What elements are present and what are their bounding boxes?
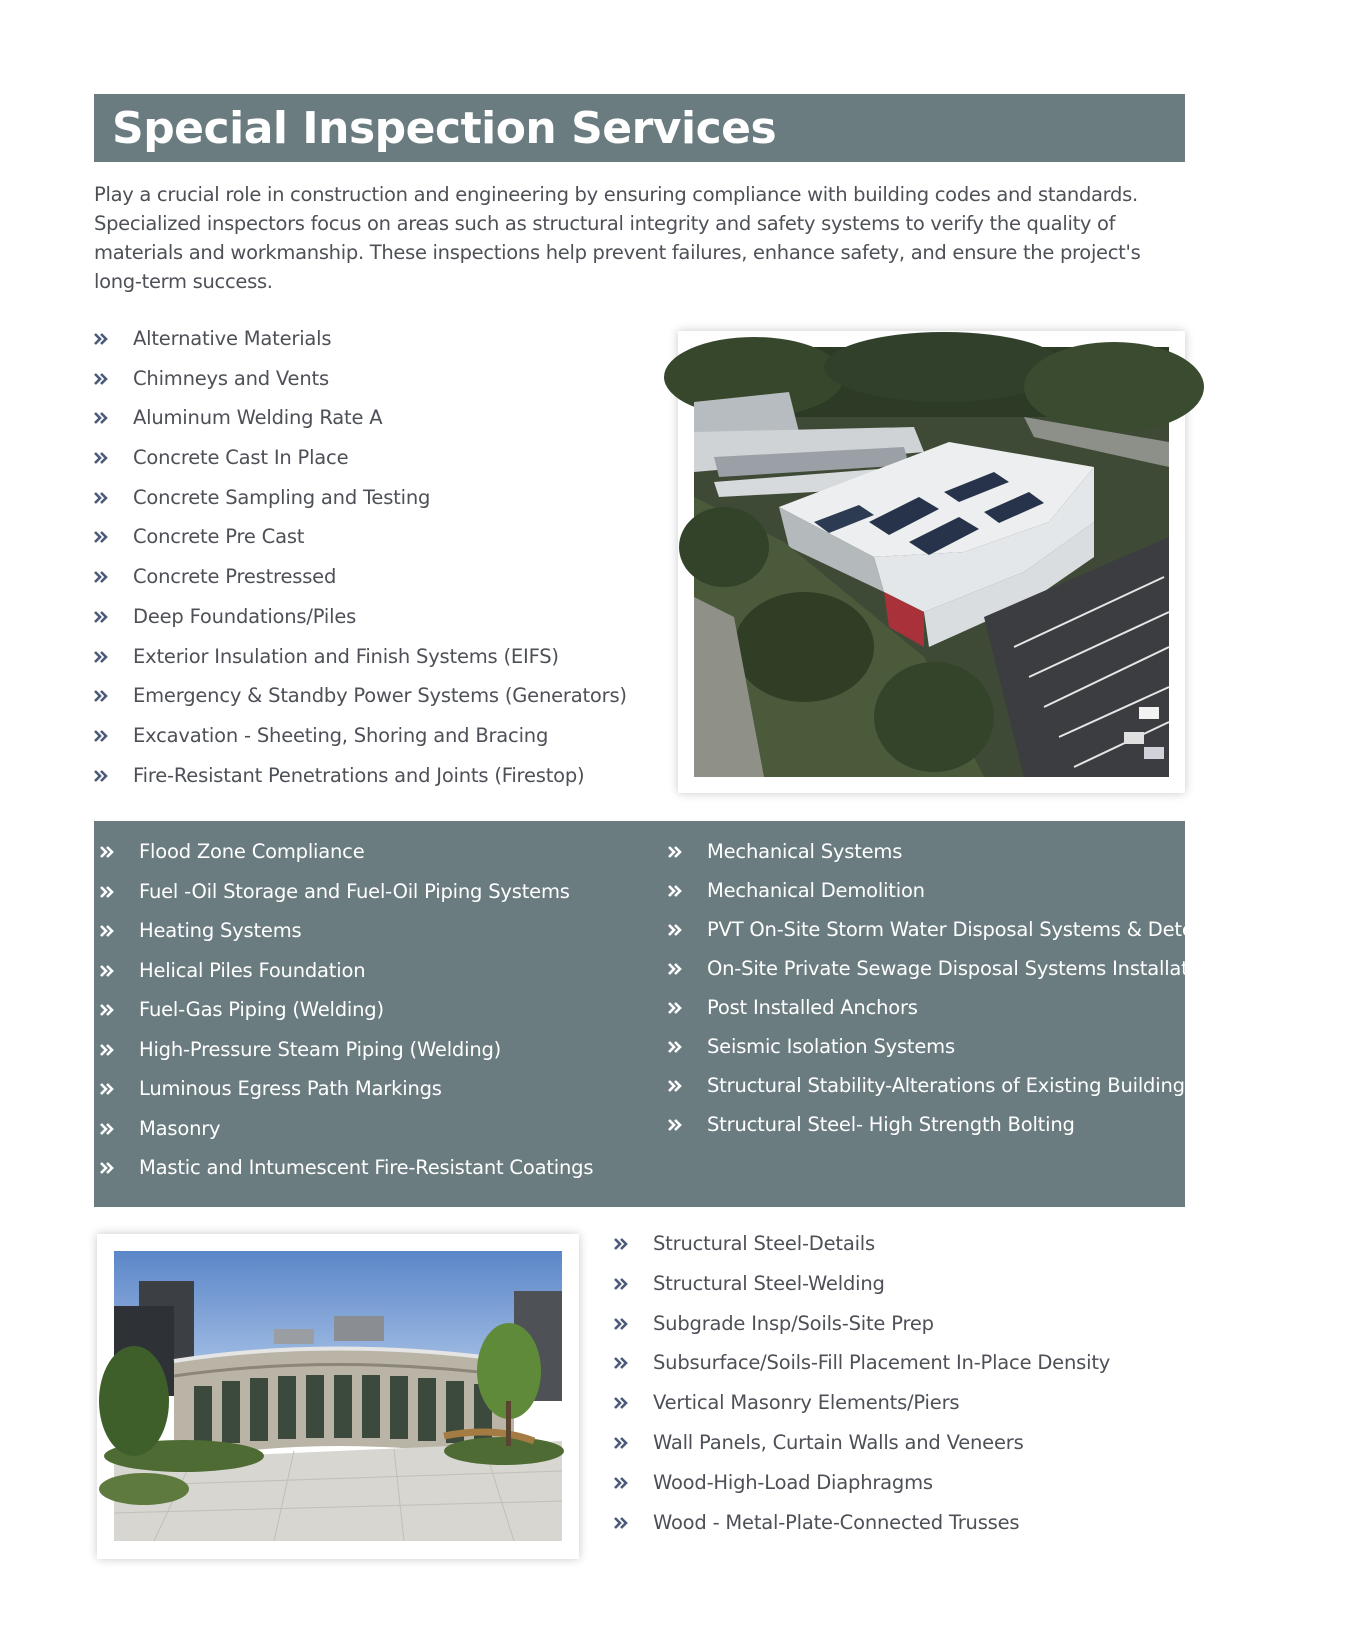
- list-item-label: Seismic Isolation Systems: [707, 1035, 955, 1058]
- list-item: [100, 958, 593, 983]
- double-chevron-icon: [100, 1082, 114, 1096]
- courtyard-building-photo: [114, 1251, 562, 1541]
- list-item-label: Vertical Masonry Elements/Piers: [653, 1391, 960, 1415]
- double-chevron-icon: [668, 1118, 682, 1132]
- services-list-top: [94, 326, 627, 802]
- list-item: [614, 1510, 1110, 1535]
- list-item-label: Aluminum Welding Rate A: [133, 406, 383, 430]
- list-item-label: Post Installed Anchors: [707, 996, 918, 1019]
- double-chevron-icon: [94, 689, 108, 703]
- list-item-label: Wall Panels, Curtain Walls and Veneers: [653, 1430, 1024, 1454]
- list-item: [94, 723, 627, 748]
- double-chevron-icon: [668, 923, 682, 937]
- list-item: [668, 839, 1177, 864]
- double-chevron-icon: [94, 372, 108, 386]
- courtyard-photo-frame: [97, 1234, 579, 1559]
- list-item: [668, 995, 1177, 1020]
- list-item: [94, 683, 627, 708]
- double-chevron-icon: [100, 1043, 114, 1057]
- list-item-label: Exterior Insulation and Finish Systems (EIFS): [133, 644, 559, 668]
- list-item: [614, 1470, 1110, 1495]
- list-item: [100, 1155, 593, 1180]
- list-item-label: Structural Steel-Details: [653, 1232, 875, 1255]
- list-item: [94, 485, 627, 510]
- list-item-label: Subsurface/Soils-Fill Placement In-Place Density: [653, 1351, 1111, 1375]
- list-item-label: Helical Piles Foundation: [139, 958, 366, 982]
- list-item-label: Concrete Prestressed: [133, 565, 337, 589]
- list-item: [94, 763, 627, 788]
- list-item: [668, 878, 1177, 903]
- double-chevron-icon: [100, 964, 114, 978]
- double-chevron-icon: [94, 610, 108, 624]
- list-item: [94, 326, 627, 351]
- list-item: [100, 839, 593, 864]
- list-item-label: Chimneys and Vents: [133, 366, 329, 390]
- list-item: [100, 1076, 593, 1101]
- double-chevron-icon: [94, 451, 108, 465]
- double-chevron-icon: [614, 1516, 628, 1530]
- services-list-band-left: [100, 839, 593, 1195]
- aerial-photo-frame: [678, 331, 1185, 793]
- double-chevron-icon: [94, 729, 108, 743]
- list-item-label: Deep Foundations/Piles: [133, 604, 357, 628]
- list-item: [668, 917, 1350, 942]
- list-item-label: Flood Zone Compliance: [139, 840, 365, 863]
- list-item-label: Structural Steel- High Strength Bolting: [707, 1113, 1075, 1136]
- list-item-label: Wood-High-Load Diaphragms: [653, 1470, 933, 1494]
- double-chevron-icon: [94, 650, 108, 664]
- list-item-label: PVT On-Site Storm Water Disposal Systems & Detention Facl., Insta: [707, 918, 1350, 941]
- list-item: [94, 445, 627, 470]
- double-chevron-icon: [100, 885, 114, 899]
- double-chevron-icon: [668, 1079, 682, 1093]
- list-item-label: Mechanical Systems: [707, 840, 903, 863]
- list-item-label: Fuel -Oil Storage and Fuel-Oil Piping Systems: [139, 879, 570, 903]
- double-chevron-icon: [614, 1237, 628, 1251]
- list-item-label: Heating Systems: [139, 919, 302, 942]
- list-item-label: Excavation - Sheeting, Shoring and Bracing: [133, 723, 549, 747]
- double-chevron-icon: [614, 1317, 628, 1331]
- services-list-band-right: [668, 839, 1350, 1151]
- list-item-label: Masonry: [139, 1116, 221, 1140]
- list-item: [614, 1231, 1110, 1256]
- list-item-label: High-Pressure Steam Piping (Welding): [139, 1037, 502, 1061]
- list-item-label: Structural Steel-Welding: [653, 1271, 885, 1295]
- list-item-label: Concrete Pre Cast: [133, 525, 305, 549]
- double-chevron-icon: [668, 884, 682, 898]
- double-chevron-icon: [668, 845, 682, 859]
- list-item-label: Concrete Cast In Place: [133, 446, 349, 470]
- double-chevron-icon: [668, 1001, 682, 1015]
- double-chevron-icon: [100, 845, 114, 859]
- list-item: [94, 644, 627, 669]
- list-item-label: Wood - Metal-Plate-Connected Trusses: [653, 1510, 1020, 1534]
- list-item-label: Luminous Egress Path Markings: [139, 1077, 442, 1100]
- list-item: [668, 1112, 1177, 1137]
- page-title: Special Inspection Services: [112, 102, 777, 154]
- list-item-label: Emergency & Standby Power Systems (Generators): [133, 684, 627, 708]
- list-item: [614, 1350, 1110, 1375]
- list-item-label: Concrete Sampling and Testing: [133, 485, 431, 509]
- double-chevron-icon: [100, 1003, 114, 1017]
- list-item: [100, 1037, 593, 1062]
- list-item-label: Alternative Materials: [133, 327, 332, 350]
- list-item: [614, 1430, 1110, 1455]
- list-item: [668, 1034, 1177, 1059]
- list-item: [94, 524, 627, 549]
- list-item-label: Subgrade Insp/Soils-Site Prep: [653, 1311, 934, 1335]
- aerial-building-photo: [694, 347, 1169, 777]
- double-chevron-icon: [614, 1356, 628, 1370]
- list-item: [94, 405, 627, 430]
- double-chevron-icon: [94, 491, 108, 505]
- list-item-label: Fire-Resistant Penetrations and Joints (Firestop): [133, 763, 585, 787]
- list-item: [100, 997, 593, 1022]
- list-item: [100, 1116, 593, 1141]
- double-chevron-icon: [614, 1436, 628, 1450]
- double-chevron-icon: [614, 1277, 628, 1291]
- double-chevron-icon: [614, 1476, 628, 1490]
- list-item: [94, 564, 627, 589]
- list-item-label: Mechanical Demolition: [707, 879, 925, 902]
- double-chevron-icon: [100, 1122, 114, 1136]
- list-item: [614, 1390, 1110, 1415]
- list-item: [94, 604, 627, 629]
- double-chevron-icon: [94, 769, 108, 783]
- list-item: [614, 1311, 1110, 1336]
- list-item: [100, 918, 593, 943]
- double-chevron-icon: [94, 530, 108, 544]
- list-item: [668, 956, 1218, 981]
- list-item: [100, 879, 593, 904]
- double-chevron-icon: [614, 1396, 628, 1410]
- list-item: [668, 1073, 1195, 1098]
- double-chevron-icon: [100, 1161, 114, 1175]
- services-band: [94, 821, 1350, 1207]
- double-chevron-icon: [94, 411, 108, 425]
- list-item-label: On-Site Private Sewage Disposal Systems Installation: [707, 957, 1218, 980]
- list-item-label: Mastic and Intumescent Fire-Resistant Coatings: [139, 1156, 594, 1179]
- list-item: [614, 1271, 1110, 1296]
- list-item: [94, 366, 627, 391]
- double-chevron-icon: [100, 924, 114, 938]
- double-chevron-icon: [94, 332, 108, 346]
- intro-paragraph: Play a crucial role in construction and engineering by ensuring compliance with building codes and standards. Specialized inspectors focus on areas such as structural integrity and safety systems to verify the quality of materials and workmanship. These inspections help prevent failures, enhance safety, and ensure the project's long-term success.: [94, 183, 1141, 293]
- double-chevron-icon: [94, 570, 108, 584]
- list-item-label: Fuel-Gas Piping (Welding): [139, 998, 384, 1021]
- double-chevron-icon: [668, 1040, 682, 1054]
- double-chevron-icon: [668, 962, 682, 976]
- title-bar: [94, 94, 1185, 162]
- list-item-label: Structural Stability-Alterations of Existing Buildings: [707, 1074, 1195, 1097]
- services-list-bottom: [614, 1231, 1110, 1549]
